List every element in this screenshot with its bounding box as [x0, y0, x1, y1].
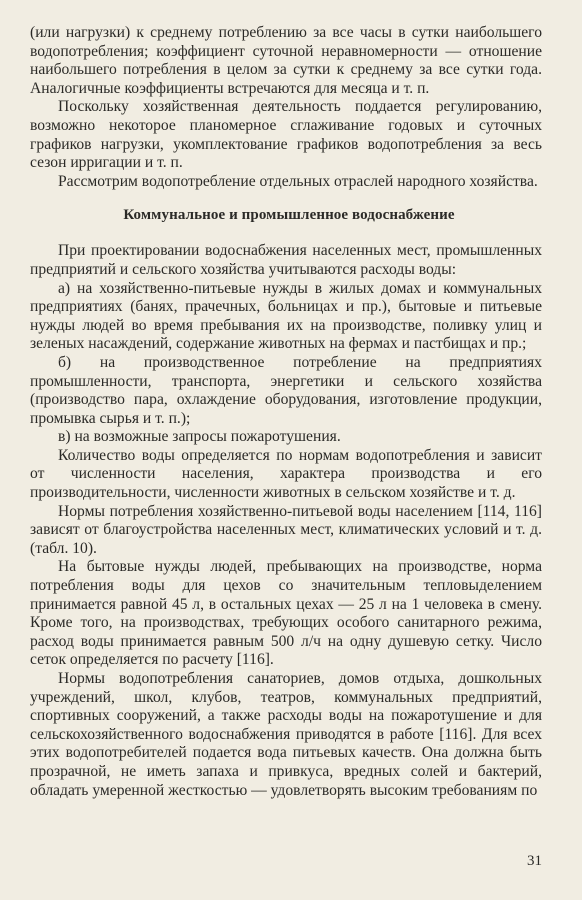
paragraph-item-b: б) на производственное потребление на предприятиях промышленности, транспорта, энергетики и сельского хозяйства (производство пара, охлаждение оборудования, изготовление продукции, промывка сырья и т. п.);: [30, 353, 542, 427]
paragraph-sanatoriums: Нормы водопотребления санаториев, домов отдыха, дошкольных учреждений, школ, клубов, театров, коммунальных предприятий, спортивных сооружений, а также расходы воды на пожаротушение и для сельскохозяйственного водоснабжения приводятся в работе [116]. Для всех этих водопотребителей подается вода питьевых качеств. Она должна быть прозрачной, не иметь запаха и привкуса, вредных солей и бактерий, обладать умеренной жесткостью — удовлетворять высоким требованиям по: [30, 670, 542, 799]
paragraph-item-c: в) на возможные запросы пожаротушения.: [58, 428, 341, 446]
paragraph-regulation: Поскольку хозяйственная деятельность поддается регулированию, возможно некоторое планомерное сглаживание годовых и суточных графиков нагрузки, укомплектование графиков водопотребления за весь сезон ирригации и т. п.: [30, 98, 542, 172]
paragraph-norms: Нормы потребления хозяйственно-питьевой воды населением [114, 116] зависят от благоустройства населенных мест, климатических условий и т. д. (табл. 10).: [30, 502, 542, 557]
paragraph-quantity: Количество воды определяется по нормам водопотребления и зависит от численности населения, характера производства и его производительности, численности животных в сельском хозяйстве и т. д.: [30, 446, 542, 502]
paragraph-item-a: а) на хозяйственно-питьевые нужды в жилых домах и коммунальных предприятиях (банях, прачечных, больницах и пр.), бытовые и питьевые нужды людей во время пребывания их на производстве, поливку улиц и зеленых насаждений, содержание животных на фермах и пастбищах и пр.;: [30, 279, 542, 353]
page-number: 31: [527, 853, 542, 869]
paragraph-sectors: Рассмотрим водопотребление отдельных отраслей народного хозяйства.: [58, 172, 538, 190]
paragraph-continued: (или нагрузки) к среднему потреблению за все часы в сутки наибольшего водопотребления; коэффициент суточной неравномерности — отношение наибольшего потребления в целом за сутки к среднему за все сутки года. Аналогичные коэффициенты встречаются для месяца и т. п.: [30, 24, 542, 97]
section-heading: Коммунальное и промышленное водоснабжение: [123, 207, 455, 224]
paragraph-household: На бытовые нужды людей, пребывающих на производстве, норма потребления воды для цехов со значительным тепловыделением принимается равной 45 л, в остальных цехах — 25 л на 1 человека в смену. Кроме того, на производствах, требующих особого санитарного режима, расход воды принимается равным 500 л/ч на одну душевую сетку. Число сеток определяется по расчету [116].: [30, 558, 542, 669]
paragraph-intro: При проектировании водоснабжения населенных мест, промышленных предприятий и сельского хозяйства учитываются расходы воды:: [30, 242, 542, 278]
